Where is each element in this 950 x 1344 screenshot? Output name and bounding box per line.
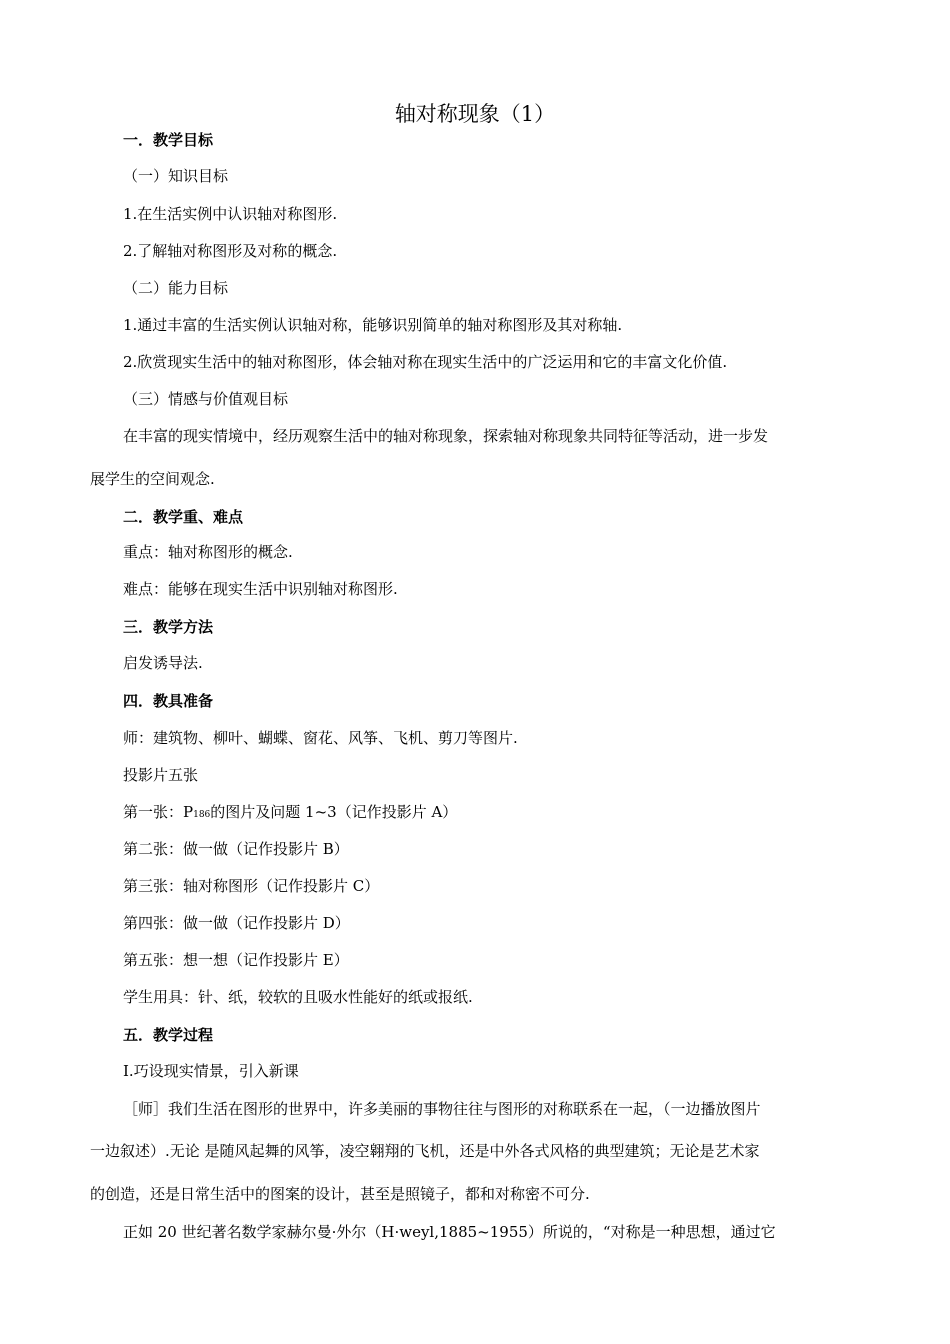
process-step-1: Ⅰ.巧设现实情景，引入新课 <box>123 1062 299 1080</box>
slide-1-suffix: 的图片及问题 1~3（记作投影片 A） <box>210 803 458 821</box>
slide-2: 第二张：做一做（记作投影片 B） <box>123 840 349 858</box>
slide-1 <box>123 802 457 825</box>
paragraph-2-line-1: 正如 20 世纪著名数学家赫尔曼·外尔（H·weyl,1885~1955）所说的，“对称是一种思想，通过它 <box>123 1223 776 1241</box>
subheading-knowledge: （一）知识目标 <box>123 167 229 185</box>
difficult-point: 难点：能够在现实生活中识别轴对称图形. <box>123 580 398 598</box>
knowledge-item-2: 2.了解轴对称图形及对称的概念. <box>123 242 338 260</box>
slide-3: 第三张：轴对称图形（记作投影片 C） <box>123 877 380 895</box>
student-materials: 学生用具：针、纸，较软的且吸水性能好的纸或报纸. <box>123 988 473 1006</box>
paragraph-1-line-1: ［师］我们生活在图形的世界中，许多美丽的事物往往与图形的对称联系在一起，（一边播放图片 <box>123 1100 761 1118</box>
slides-count: 投影片五张 <box>123 766 199 784</box>
ability-item-1: 1.通过丰富的生活实例认识轴对称，能够识别简单的轴对称图形及其对称轴. <box>123 316 623 334</box>
page-subscript: 186 <box>193 810 211 820</box>
ability-item-2: 2.欣赏现实生活中的轴对称图形，体会轴对称在现实生活中的广泛运用和它的丰富文化价值. <box>123 353 728 371</box>
section-heading-process: 五．教学过程 <box>123 1026 214 1044</box>
document-title: 轴对称现象（1） <box>394 102 556 126</box>
subheading-ability: （二）能力目标 <box>123 279 229 297</box>
paragraph-1-line-3: 的创造，还是日常生活中的图案的设计，甚至是照镜子，都和对称密不可分. <box>90 1185 590 1203</box>
knowledge-item-1: 1.在生活实例中认识轴对称图形. <box>123 205 338 223</box>
paragraph-1-line-2: 一边叙述）.无论 是随风起舞的风筝，凌空翱翔的飞机，还是中外各式风格的典型建筑；无论是艺术家 <box>90 1142 760 1160</box>
slide-5: 第五张：想一想（记作投影片 E） <box>123 951 349 969</box>
section-heading-method: 三．教学方法 <box>123 618 214 636</box>
teacher-materials: 师：建筑物、柳叶、蝴蝶、窗花、风筝、飞机、剪刀等图片. <box>123 729 518 747</box>
method-text: 启发诱导法. <box>123 654 203 672</box>
slide-4: 第四张：做一做（记作投影片 D） <box>123 914 350 932</box>
key-point: 重点：轴对称图形的概念. <box>123 543 293 561</box>
emotion-paragraph-line-2: 展学生的空间观念. <box>90 470 215 488</box>
subheading-emotion: （三）情感与价值观目标 <box>123 390 289 408</box>
section-heading-key-points: 二．教学重、难点 <box>123 508 244 526</box>
section-heading-materials: 四．教具准备 <box>123 692 214 710</box>
section-heading-objectives: 一．教学目标 <box>123 131 214 149</box>
slide-1-prefix: 第一张：P <box>123 803 194 821</box>
emotion-paragraph-line-1: 在丰富的现实情境中，经历观察生活中的轴对称现象，探索轴对称现象共同特征等活动，进一步发 <box>123 427 769 445</box>
